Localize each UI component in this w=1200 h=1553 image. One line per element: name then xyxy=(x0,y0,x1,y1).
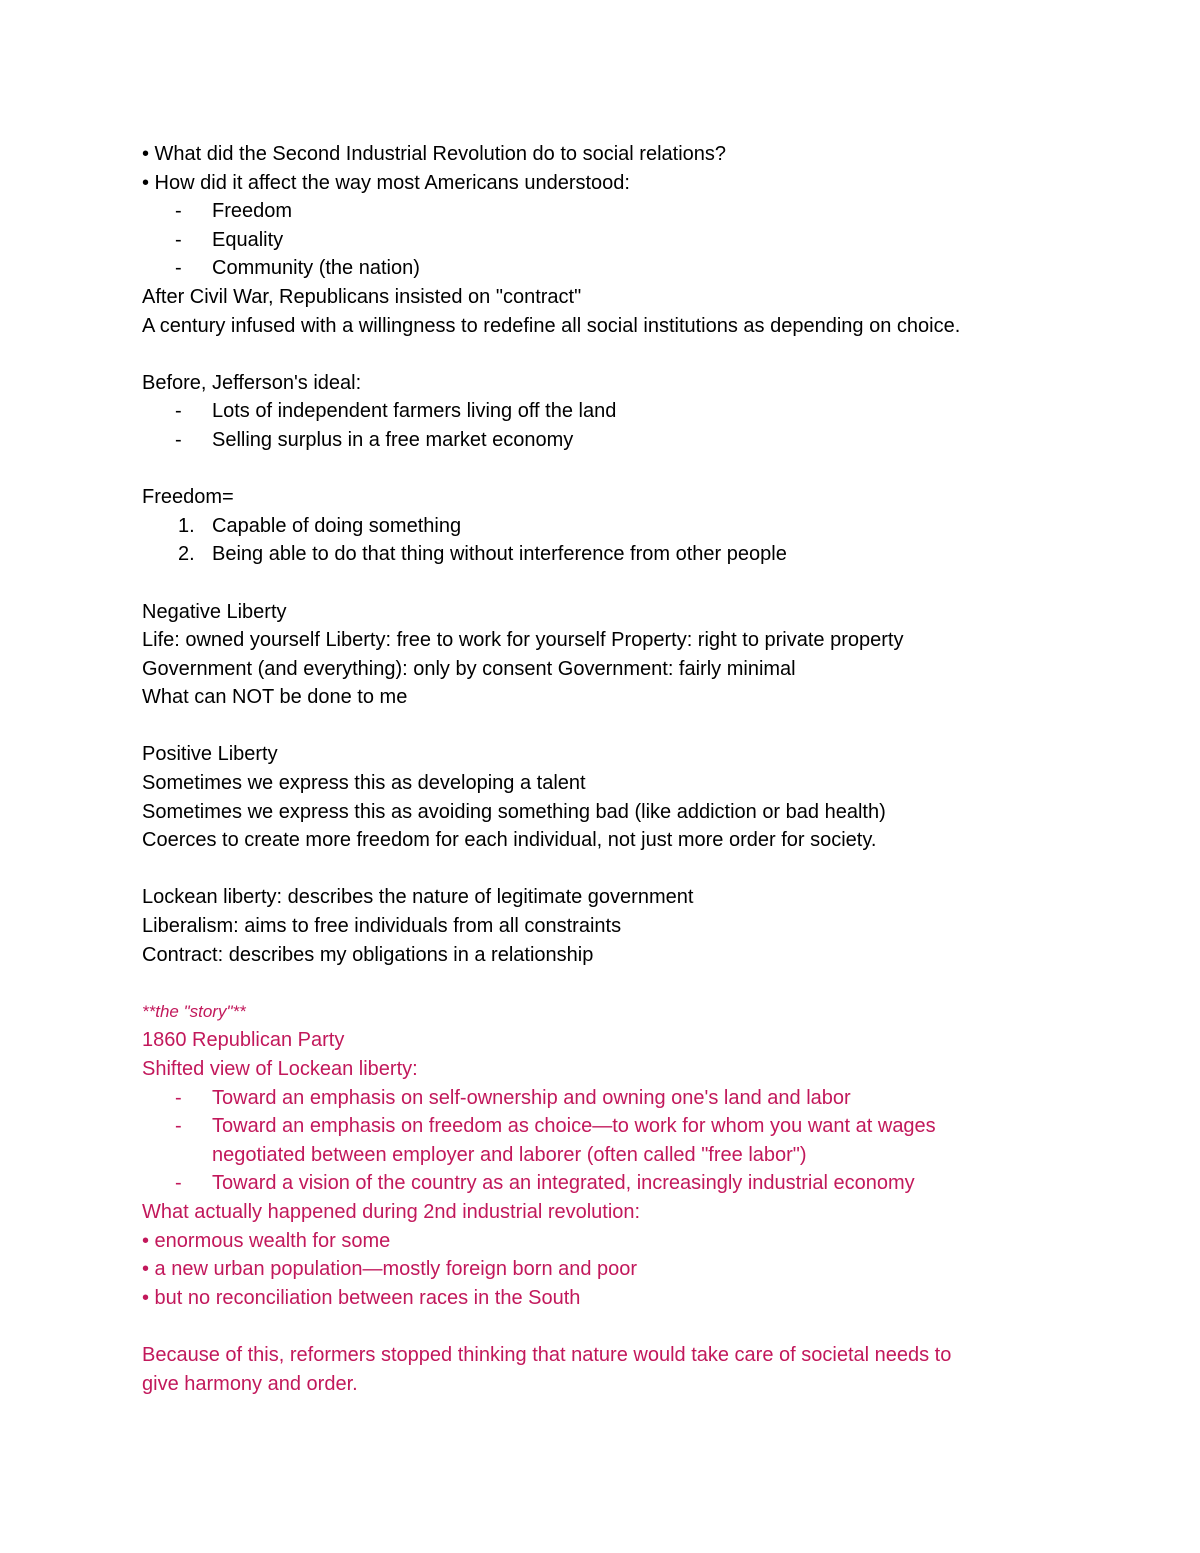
question-social-relations: • What did the Second Industrial Revolution do to social relations? xyxy=(142,143,727,165)
list-item-text: Equality xyxy=(212,228,284,251)
conclusion-line: Because of this, reformers stopped thinking that nature would take care of societal needs to xyxy=(142,1343,952,1366)
spacer xyxy=(142,340,1102,369)
list-item xyxy=(142,1084,1102,1113)
spacer xyxy=(142,855,1102,884)
spacer xyxy=(142,969,1102,998)
list-item-text: Lots of independent farmers living off the land xyxy=(212,400,617,423)
list-item xyxy=(142,426,1102,455)
dash-marker: - xyxy=(175,1086,182,1109)
list-item xyxy=(142,226,1102,255)
list-item-text: Toward a vision of the country as an integrated, increasingly industrial economy xyxy=(212,1172,915,1195)
positive-liberty-heading: Positive Liberty xyxy=(142,743,278,766)
dash-marker: - xyxy=(175,257,182,280)
conclusion-line: give harmony and order. xyxy=(142,1372,358,1395)
story-bullet: • a new urban population—mostly foreign born and poor xyxy=(142,1258,638,1281)
numbered-item xyxy=(142,512,1102,541)
list-item-text: Toward an emphasis on self-ownership and owning one's land and labor xyxy=(212,1086,851,1109)
numbered-item-text: Capable of doing something xyxy=(212,514,462,537)
freedom-heading: Freedom= xyxy=(142,486,234,509)
paragraph-century: A century infused with a willingness to redefine all social institutions as depending on choice. xyxy=(142,314,961,337)
dash-marker: - xyxy=(175,1172,182,1195)
number-marker: 2. xyxy=(178,543,195,566)
list-item-text: Community (the nation) xyxy=(212,257,420,280)
list-item xyxy=(142,197,1102,226)
negative-liberty-line: Life: owned yourself Liberty: free to work for yourself Property: right to private property xyxy=(142,629,904,652)
dash-marker: - xyxy=(175,200,182,223)
dash-marker: - xyxy=(175,400,182,423)
definition-line: Contract: describes my obligations in a relationship xyxy=(142,943,594,966)
list-item xyxy=(142,1112,1102,1141)
spacer xyxy=(142,455,1102,484)
positive-liberty-line: Sometimes we express this as developing a talent xyxy=(142,772,586,795)
list-item xyxy=(142,1169,1102,1198)
list-item-text: Freedom xyxy=(212,200,293,223)
question-americans-understood: • How did it affect the way most Americans understood: xyxy=(142,171,630,194)
story-tag: **the "story"** xyxy=(142,1001,246,1021)
positive-liberty-line: Coerces to create more freedom for each individual, not just more order for society. xyxy=(142,829,877,852)
spacer xyxy=(142,712,1102,741)
definition-line: Liberalism: aims to free individuals from all constraints xyxy=(142,915,622,938)
document-body xyxy=(142,140,1102,1398)
number-marker: 1. xyxy=(178,514,195,537)
story-bullet: • enormous wealth for some xyxy=(142,1229,391,1252)
numbered-item-text: Being able to do that thing without interference from other people xyxy=(212,543,787,566)
numbered-item xyxy=(142,540,1102,569)
list-item xyxy=(142,397,1102,426)
story-line: Shifted view of Lockean liberty: xyxy=(142,1058,418,1080)
jefferson-heading: Before, Jefferson's ideal: xyxy=(142,371,362,394)
dash-marker: - xyxy=(175,228,182,251)
list-item xyxy=(142,254,1102,283)
list-item-text: Selling surplus in a free market economy xyxy=(212,428,574,451)
positive-liberty-line: Sometimes we express this as avoiding something bad (like addiction or bad health) xyxy=(142,800,886,823)
story-bullet: • but no reconciliation between races in the South xyxy=(142,1286,581,1309)
spacer xyxy=(142,569,1102,598)
list-item-continuation: negotiated between employer and laborer (often called "free labor") xyxy=(212,1143,807,1166)
definition-line: Lockean liberty: describes the nature of legitimate government xyxy=(142,886,694,909)
dash-marker: - xyxy=(175,1115,182,1138)
story-line: 1860 Republican Party xyxy=(142,1029,345,1052)
negative-liberty-line: What can NOT be done to me xyxy=(142,686,408,709)
negative-liberty-heading: Negative Liberty xyxy=(142,600,287,623)
dash-marker: - xyxy=(175,428,182,451)
story-line: What actually happened during 2nd industrial revolution: xyxy=(142,1200,641,1223)
list-item-text: Toward an emphasis on freedom as choice—to work for whom you want at wages xyxy=(212,1115,936,1138)
paragraph-contract: After Civil War, Republicans insisted on "contract" xyxy=(142,285,582,308)
spacer xyxy=(142,1312,1102,1341)
negative-liberty-line: Government (and everything): only by consent Government: fairly minimal xyxy=(142,657,796,680)
